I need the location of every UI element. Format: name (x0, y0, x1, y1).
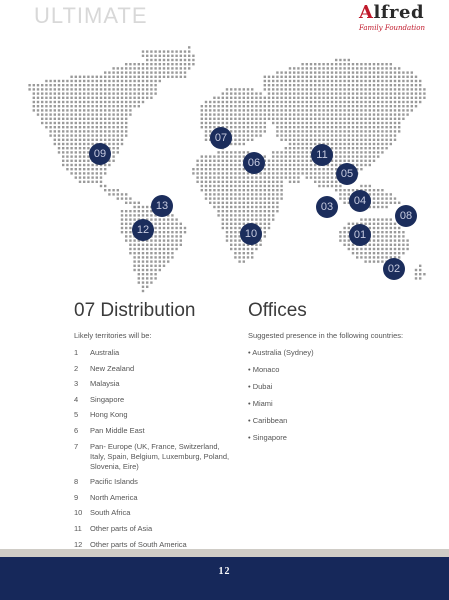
office-item: • Dubai (248, 382, 273, 391)
marker-label: 07 (214, 132, 228, 144)
distribution-item-text: Singapore (90, 394, 125, 404)
distribution-item-number: 10 (74, 508, 83, 518)
distribution-item-number: 7 (74, 441, 79, 451)
map-marker-13 (151, 195, 173, 217)
map-marker-11 (311, 144, 333, 166)
distribution-item-number: 4 (74, 394, 79, 404)
marker-label: 05 (340, 168, 354, 180)
distribution-item-number: 6 (74, 425, 79, 435)
distribution-heading: 07 Distribution (74, 300, 196, 321)
logo-tagline: Family Foundation (359, 24, 425, 32)
map-marker-04 (349, 190, 371, 212)
map-marker-05 (336, 163, 358, 185)
distribution-item-number: 3 (74, 379, 79, 389)
marker-label: 10 (244, 228, 258, 240)
map-marker-03 (316, 196, 338, 218)
distribution-item-text: Australia (90, 348, 120, 357)
office-item: • Singapore (248, 433, 287, 442)
logo-wordmark: Alfred (359, 2, 425, 23)
distribution-list (74, 348, 234, 565)
distribution-item (74, 364, 234, 374)
distribution-item-number: 8 (74, 477, 79, 487)
distribution-intro: Likely territories will be: (74, 331, 152, 340)
office-item: • Caribbean (248, 416, 288, 425)
distribution-item-number: 11 (74, 523, 82, 533)
distribution-item (74, 524, 234, 534)
distribution-item (74, 508, 234, 518)
brand-logo (359, 2, 425, 38)
marker-label: 11 (316, 149, 328, 161)
marker-label: 12 (136, 224, 150, 236)
distribution-item-number: 1 (74, 348, 79, 357)
map-marker-02 (383, 258, 405, 280)
marker-label: 06 (247, 157, 261, 169)
distribution-item (74, 426, 234, 436)
distribution-item (74, 348, 234, 358)
office-item: • Australia (Sydney) (248, 348, 314, 357)
distribution-item (74, 395, 234, 405)
distribution-item-text: North America (90, 492, 138, 502)
distribution-item-number: 2 (74, 363, 79, 373)
distribution-item-number: 9 (74, 492, 79, 502)
distribution-item-text: Pan Middle East (90, 425, 145, 435)
distribution-item (74, 379, 234, 389)
distribution-section (74, 300, 234, 571)
distribution-item-text: Malaysia (90, 379, 120, 389)
world-map (0, 36, 449, 294)
offices-section (248, 300, 428, 450)
distribution-item-text: Other parts of South America (90, 539, 187, 549)
map-marker-09 (89, 143, 111, 165)
distribution-item-text: South Africa (90, 508, 131, 518)
distribution-item (74, 477, 234, 487)
distribution-item (74, 410, 234, 420)
distribution-item (74, 493, 234, 503)
distribution-item-text: Other parts of Asia (90, 523, 153, 533)
map-marker-06 (243, 152, 265, 174)
marker-label: 01 (353, 229, 367, 241)
marker-label: 03 (320, 201, 334, 213)
distribution-item-text: Hong Kong (90, 410, 128, 420)
map-marker-12 (132, 219, 154, 241)
map-marker-10 (240, 223, 262, 245)
office-item: • Monaco (248, 365, 280, 374)
marker-label: 04 (353, 195, 367, 207)
offices-intro: Suggested presence in the following countries: (248, 331, 404, 340)
page-number: 12 (218, 566, 231, 577)
marker-label: 02 (387, 263, 401, 275)
map-marker-01 (349, 224, 371, 246)
marker-label: 13 (155, 200, 169, 212)
map-marker-07 (210, 127, 232, 149)
distribution-item-text: New Zealand (90, 363, 135, 373)
distribution-item-number: 5 (74, 410, 79, 420)
footer-divider (0, 549, 449, 557)
offices-heading: Offices (248, 300, 307, 321)
distribution-item-text: Pan- Europe (UK, France, Switzerland, Italy, Spain, Belgium, Luxemburg, Poland, Slovenia, Eire) (90, 441, 230, 471)
offices-list (248, 348, 428, 443)
office-item: • Miami (248, 399, 273, 408)
map-dots (28, 46, 425, 292)
marker-label: 08 (399, 210, 413, 222)
footer-bar (0, 557, 449, 600)
map-marker-08 (395, 205, 417, 227)
distribution-item (74, 442, 234, 472)
marker-label: 09 (93, 148, 107, 160)
distribution-item-text: Pacific Islands (90, 477, 138, 487)
document-title: ULTIMATE (34, 3, 148, 28)
distribution-item-number: 12 (74, 539, 83, 549)
